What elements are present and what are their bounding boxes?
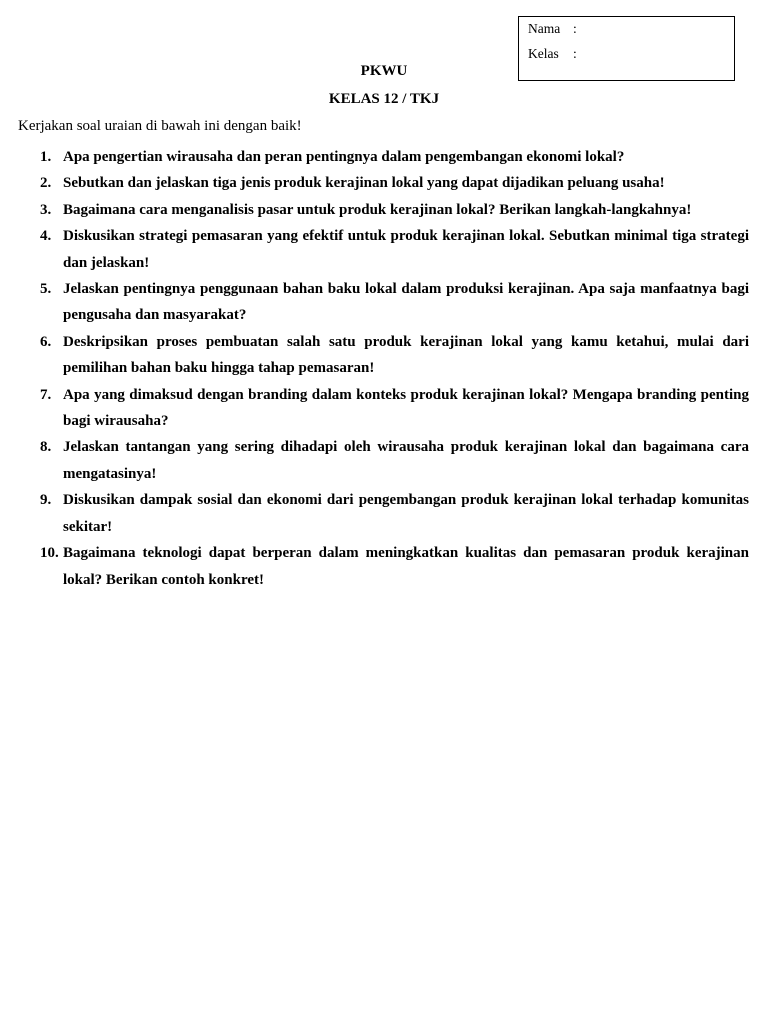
class-label: Kelas — [528, 46, 559, 61]
question-number: 8. — [40, 439, 52, 456]
question-item — [18, 540, 749, 593]
question-text: Apa pengertian wirausaha dan peran pentingnya dalam pengembangan ekonomi lokal? — [63, 149, 625, 165]
question-item — [18, 170, 749, 196]
question-item — [18, 434, 749, 487]
name-colon: : — [573, 21, 577, 36]
question-number: 3. — [40, 201, 52, 218]
class-row — [528, 46, 577, 62]
class-colon: : — [573, 46, 577, 61]
question-number: 6. — [40, 333, 52, 350]
question-item — [18, 197, 749, 223]
question-text: Bagaimana teknologi dapat berperan dalam meningkatkan kualitas dan pemasaran produk kerajinan lokal? Berikan contoh konkret! — [63, 545, 749, 588]
question-item — [18, 223, 749, 276]
question-item — [18, 144, 749, 170]
question-number: 10. — [40, 545, 59, 562]
question-number: 7. — [40, 386, 52, 403]
question-list — [18, 144, 749, 593]
question-item — [18, 329, 749, 382]
question-text: Diskusikan strategi pemasaran yang efektif untuk produk kerajinan lokal. Sebutkan minimal tiga strategi dan jelaskan! — [63, 228, 749, 271]
subject-title: PKWU — [360, 63, 408, 79]
question-text: Diskusikan dampak sosial dan ekonomi dari pengembangan produk kerajinan lokal terhadap komunitas sekitar! — [63, 492, 749, 535]
question-text: Jelaskan pentingnya penggunaan bahan baku lokal dalam produksi kerajinan. Apa saja manfaatnya bagi pengusaha dan masyarakat? — [63, 281, 749, 324]
question-text: Apa yang dimaksud dengan branding dalam konteks produk kerajinan lokal? Mengapa branding penting bagi wirausaha? — [63, 386, 749, 430]
question-item — [18, 276, 749, 329]
instruction-text: Kerjakan soal uraian di bawah ini dengan baik! — [18, 118, 302, 134]
question-number: 9. — [40, 492, 52, 509]
question-number: 2. — [40, 175, 52, 192]
question-number: 4. — [40, 228, 52, 245]
question-text: Sebutkan dan jelaskan tiga jenis produk kerajinan lokal yang dapat dijadikan peluang usaha! — [63, 175, 665, 192]
name-label: Nama — [528, 21, 561, 36]
name-row — [528, 21, 577, 37]
question-number: 1. — [40, 149, 52, 165]
question-item — [18, 382, 749, 435]
question-item — [18, 487, 749, 540]
question-number: 5. — [40, 281, 52, 298]
class-title: KELAS 12 / TKJ — [328, 91, 440, 107]
question-text: Bagaimana cara menganalisis pasar untuk produk kerajinan lokal? Berikan langkah-langkahnya! — [63, 201, 692, 218]
question-text: Deskripsikan proses pembuatan salah satu produk kerajinan lokal yang kamu ketahui, mulai dari pemilihan bahan baku hingga tahap pemasaran! — [63, 333, 749, 377]
question-text: Jelaskan tantangan yang sering dihadapi oleh wirausaha produk kerajinan lokal dan bagaimana cara mengatasinya! — [63, 439, 749, 482]
